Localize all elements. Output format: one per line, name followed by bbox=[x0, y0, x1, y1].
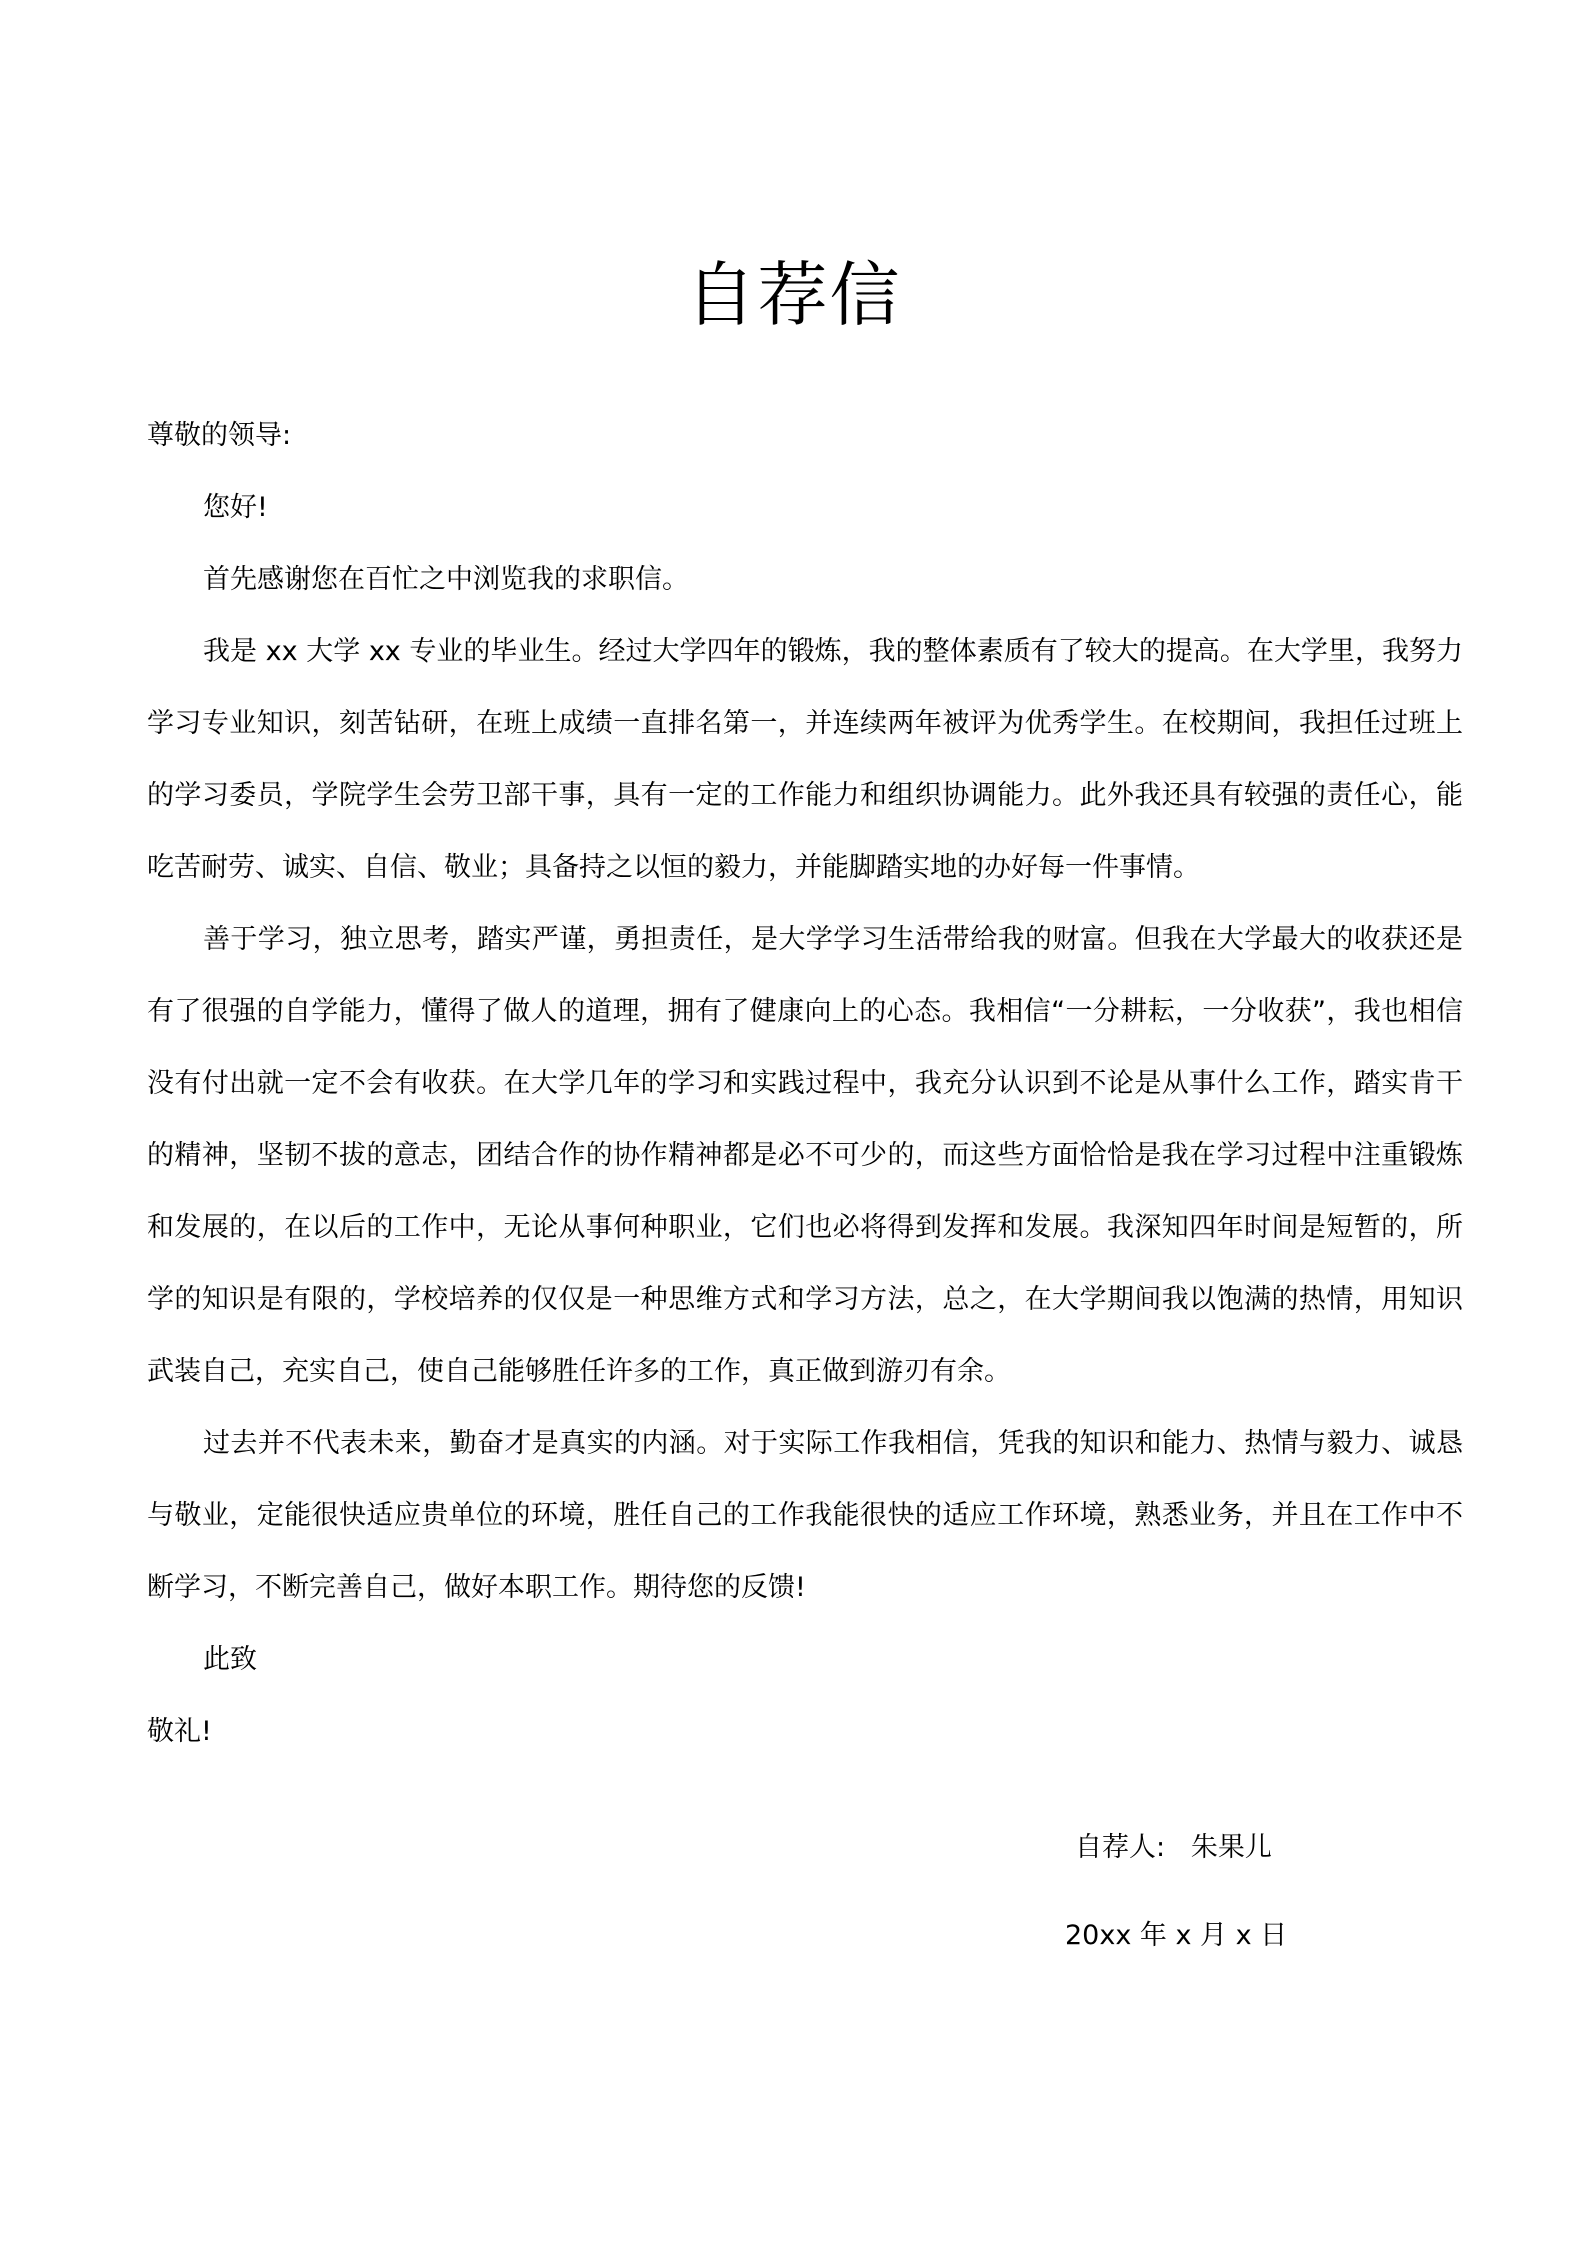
paragraph-study: 善于学习，独立思考，踏实严谨，勇担责任，是大学学习生活带给我的财富。但我在大学最大的收获还是有了很强的自学能力，懂得了做人的道理，拥有了健康向上的心态。我相信“一分耕耘，一分收获”，我也相信没有付出就一定不会有收获。在大学几年的学习和实践过程中，我充分认识到不论是从事什么工作，踏实肯干的精神，坚韧不拔的意志，团结合作的协作精神都是必不可少的，而这些方面恰恰是我在学习过程中注重锻炼和发展的，在以后的工作中，无论从事何种职业，它们也必将得到发挥和发展。我深知四年时间是短暂的，所学的知识是有限的，学校培养的仅仅是一种思维方式和学习方法，总之，在大学期间我以饱满的热情，用知识武装自己，充实自己，使自己能够胜任许多的工作，真正做到游刃有余。 bbox=[147, 924, 1463, 1387]
signature-name: 朱果儿 bbox=[1190, 1832, 1272, 1863]
signature-label: 自荐人: bbox=[1075, 1832, 1166, 1863]
page-title: 自荐信 bbox=[685, 254, 902, 336]
paragraph-intro: 我是 xx 大学 xx 专业的毕业生。经过大学四年的锻炼，我的整体素质有了较大的提高。在大学里，我努力学习专业知识，刻苦钻研，在班上成绩一直排名第一，并连续两年被评为优秀学生。在校期间，我担任过班上的学习委员，学院学生会劳卫部干事，具有一定的工作能力和组织协调能力。此外我还具有较强的责任心，能吃苦耐劳、诚实、自信、敬业；具备持之以恒的毅力，并能脚踏实地的办好每一件事情。 bbox=[147, 636, 1463, 883]
regards: 敬礼! bbox=[147, 1716, 212, 1747]
thanks-line: 首先感谢您在百忙之中浏览我的求职信。 bbox=[203, 564, 689, 595]
greeting: 您好! bbox=[203, 492, 268, 523]
salutation: 尊敬的领导: bbox=[147, 420, 292, 451]
signature bbox=[1075, 1818, 1272, 1878]
paragraph-future: 过去并不代表未来，勤奋才是真实的内涵。对于实际工作我相信，凭我的知识和能力、热情与毅力、诚恳与敬业，定能很快适应贵单位的环境，胜任自己的工作我能很快的适应工作环境，熟悉业务，并且在工作中不断学习，不断完善自己，做好本职工作。期待您的反馈! bbox=[147, 1428, 1463, 1603]
closing: 此致 bbox=[203, 1644, 257, 1675]
letter-date: 20xx 年 x 月 x 日 bbox=[1065, 1920, 1288, 1951]
